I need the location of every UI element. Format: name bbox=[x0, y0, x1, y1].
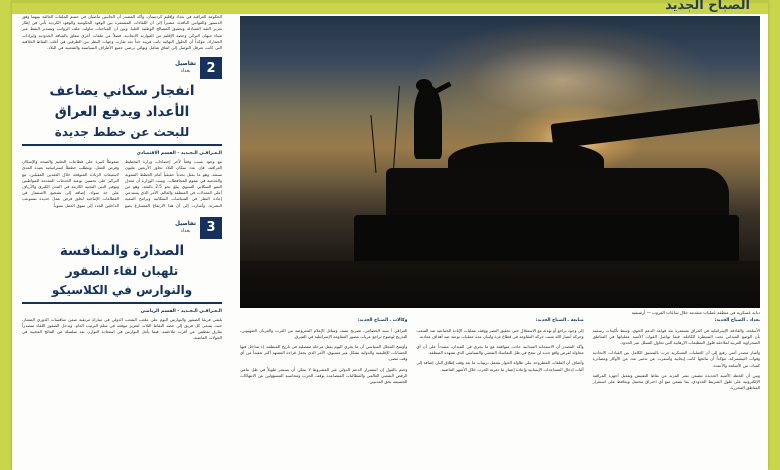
page-number-badge: 2 bbox=[200, 57, 222, 79]
left-green-margin bbox=[0, 0, 12, 470]
column-1-lead: بغداد ـ الصباح الجديد: bbox=[714, 318, 760, 323]
headline-2-line-1: الصدارة والمنافسة bbox=[59, 242, 185, 259]
newspaper-sheet bbox=[12, 0, 768, 470]
column-2-para-1: إلى وجود تراجع أو تهدئة مع الاستقلال حتى تحقيق النصر ووقف عمليات الإبادة الجماعية ضد الشعب وحركة أنصار الله شنت حركة المقاومة في قطاع غزة ولبنان عدة عمليات نوعية ضد أهداف معادية. bbox=[416, 328, 584, 340]
photo-image bbox=[240, 16, 760, 308]
sheet-top-shadow bbox=[12, 0, 768, 3]
page-ref-small: بغداد bbox=[180, 68, 191, 75]
page-ref-label bbox=[175, 61, 196, 75]
page-ref-label bbox=[175, 221, 196, 235]
page-ref-2[interactable] bbox=[22, 57, 222, 79]
masthead-title: الصباح الجديد bbox=[665, 0, 750, 13]
foreground-ground bbox=[240, 261, 760, 308]
headline-1-line-3: للبحث عن خطط جديدة bbox=[54, 125, 190, 140]
byline-2: الـعـراقـي الـجـديد - القسم الرياضي bbox=[140, 308, 222, 314]
page-number-badge: 3 bbox=[200, 217, 222, 239]
column-2-para-3: وأضاف أن الملفات المطروحة على طاولة الحوار تشمل ترتيبات ما بعد وقف إطلاق النار، إضافة إلى آليات إدخال المساعدات الإنسانية وإعادة إعمار ما دمرته الحرب خلال الأشهر الماضية. bbox=[416, 360, 584, 372]
headline-2-line-3: والنوارس في الكلاسيكو bbox=[51, 282, 193, 297]
column-3-para-2: وأوضح المحلل السياسي أن ما يجري اليوم يمثل مرحلة مفصلية في تاريخ المنطقة، إذ تتداخل فيها الحسابات الإقليمية والدولية بشكل غير مسبوق، الأمر الذي يجعل قراءة المشهد أكثر تعقيداً من أي وقت مضى. bbox=[240, 344, 408, 362]
column-3-para-3: وختم بالقول إن استمرار الدعم الدولي غير المشروط لا يمكن أن يستمر طويلاً في ظل تنامي الرفض الشعبي العالمي والمطالبات المتصاعدة بوقف الحرب ومحاسبة المسؤولين عن الانتهاكات الجسيمة بحق المدنيين. bbox=[240, 366, 408, 384]
column-3-para-1: العراقي / سند الخضامي، تصريح يصف وسائل الإعلام المعروضة من الغرب والعربان الصهيوني، التدريج لوضوح تراجع عربات مصور المقاومة الإسرائيلية في الشرق. bbox=[240, 328, 408, 340]
headline-1-line-2: الأعداد ويدفع العراق bbox=[54, 104, 190, 121]
column-1-para-3: وبين أن الخطة الأمنية الجديدة تتضمن نشر المزيد من نقاط التفتيش وتفعيل أجهزة المراقبة الإلكترونية على طول الشريط الحدودي، بما يضمن منع أي اختراق محتمل ويحافظ على استقرار المناطق المحررة. bbox=[592, 372, 760, 390]
article-1-body-columns bbox=[22, 159, 222, 211]
column-1-para-1: الأسلحة، والقاذفة الإسرائيلية في العراق مستمرة بعد قواعد الدعم الجوي، وسط تأكيدات رسمية بأن الوضع الميداني تحت السيطرة الكاملة، فيما تواصل القوات الأمنية عملياتها في المناطق الصحراوية الغربية لملاحقة فلول التنظيمات الإرهابية التي تحاول التسلل عبر الحدود. bbox=[592, 328, 760, 346]
column-2-lead: متابعة ـ الصباح الجديد: bbox=[535, 318, 584, 323]
soldier-figure bbox=[414, 86, 442, 159]
headline-1-line-1: انفجار سكاني يضاعف bbox=[49, 83, 195, 100]
page-ref-main: تفاصيل bbox=[175, 61, 196, 68]
lead-paragraph: الحكومة العراقية في بغداد وإقليم كردستان. وأكد المصدر أن الجانبين ماضيان في حسم الملفات العالقة بينهما وفق الدستور والقوانين النافذة، مشيراً إلى أن اللقاءات المستمرة بين الوفود الحكومية والوفود الكردية تأتي في إطار تعزيز الثقة المتبادلة وتحقيق المصالح الوطنية العليا. وبين أن المباحثات تناولت ملف الرواتب وتصدير النفط عبر ميناء جيهان التركي وحصة الإقليم من الموازنة الاتحادية، فضلاً عن ملفات أخرى تتعلق بالمنافذ الحدودية وإيرادات الجمارك، مؤكداً أن الحلول النهائية باتت قريبة جداً بعد تقارب وجهات النظر بين الطرفين في أغلب النقاط الخلافية التي كانت تعرقل التوصل إلى اتفاق شامل ونهائي يرضي جميع الأطراف السياسية والشعبية في البلاد. bbox=[22, 14, 222, 51]
headline-block-2 bbox=[22, 243, 222, 298]
headline-2-line-2: تلهبان لقاء الصقور bbox=[65, 263, 179, 278]
bottom-article-columns bbox=[240, 318, 760, 468]
bottom-column-2 bbox=[416, 318, 583, 468]
page-ref-small: بغداد bbox=[180, 227, 191, 234]
column-2-para-2: وأكد المصدر أن الاستجابة الميدانية جاءت متوافقة مع ما يجري في الميدان، مشدداً على أن أي محاولة لفرض واقع جديد لن تنجح في ظل التماسك الشعبي والسياسي الذي تشهده المنطقة. bbox=[416, 344, 584, 356]
right-green-margin bbox=[768, 0, 780, 470]
bottom-column-1 bbox=[593, 318, 760, 468]
lead-photo bbox=[240, 16, 760, 308]
headline-divider-2 bbox=[22, 302, 222, 304]
soldier-head bbox=[416, 79, 433, 92]
headline-divider-1 bbox=[22, 144, 222, 146]
page-ref-main: تفاصيل bbox=[175, 220, 196, 227]
photo-caption: دبابة عسكرية في منطقة عمليات متقدمة خلال ساعات الغروب — أرشيفية bbox=[631, 310, 760, 315]
article-2-body: يلتقي فريقا الصقور والنوارس اليوم على ملعب الشعب الدولي في مباراة مرتقبة ضمن منافسات الدوري الممتاز، حيث يسعى كل فريق إلى حصد النقاط الثلاث لتعزيز موقعه في سلم الترتيب العام. ويدخل الصقور اللقاء متصدراً بفارق نقطتين عن أقرب ملاحقيه، فيما يأمل النوارس في استعادة التوازن بعد سلسلة من النتائج المخيبة في الجولات الماضية. bbox=[22, 316, 222, 341]
byline-1: الـعـراقـي الـجـديد - القسم الاقتصادي bbox=[136, 151, 222, 157]
headline-block-1 bbox=[22, 83, 222, 140]
page-ref-3[interactable] bbox=[22, 217, 222, 239]
antenna-icon bbox=[393, 86, 400, 168]
column-1-para-2: وأشار مصدر أمني رفيع إلى أن العمليات العسكرية جرت بالتنسيق الكامل بين القيادات الاتحادية وقوات البيشمركة، مؤكداً أن نتائجها كانت إيجابية وأسفرت عن تدمير عدد من الأوكار ومصادرة كميات من الأسلحة والأعتدة. bbox=[592, 350, 760, 368]
article-1-body: مع وجود نسب وفقاً لآخر إحصاءات وزارة التخطيط العراقية، فإن عدد سكان البلاد تجاوز الأربعين مليون نسمة، وهو ما يمثل تحدياً حقيقياً أمام الخطط التنموية والخدمية في عموم المحافظات. وبينت الوزارة أن معدل النمو السكاني السنوي يبلغ نحو 2.5 بالمئة، وهو من أعلى المعدلات في المنطقة والعالم، الأمر الذي يستدعي إعادة النظر في السياسات السكانية وبرامج التنمية البشرية. وأشارت إلى أن هذا الارتفاع المتسارع يضع ضغوطاً كبيرة على قطاعات التعليم والصحة والإسكان وفرص العمل، ويتطلب خططاً استراتيجية بعيدة المدى لاستيعاب الزيادة المتوقعة خلال العقدين المقبلين، مع التركيز على تحسين نوعية الخدمات المقدمة للمواطنين وتوفير البنى التحتية اللازمة في المدن الكبرى والأرياف على حد سواء، إضافة إلى تشجيع الاستثمار في القطاعات الإنتاجية لخلق فرص عمل جديدة تستوعب الداخلين الجدد إلى سوق العمل سنوياً. bbox=[22, 159, 222, 208]
antenna-icon bbox=[370, 115, 376, 173]
bottom-column-3 bbox=[240, 318, 407, 468]
left-article-column bbox=[12, 14, 230, 470]
column-3-lead: وكالات ـ الصباح الجديد: bbox=[357, 318, 408, 323]
